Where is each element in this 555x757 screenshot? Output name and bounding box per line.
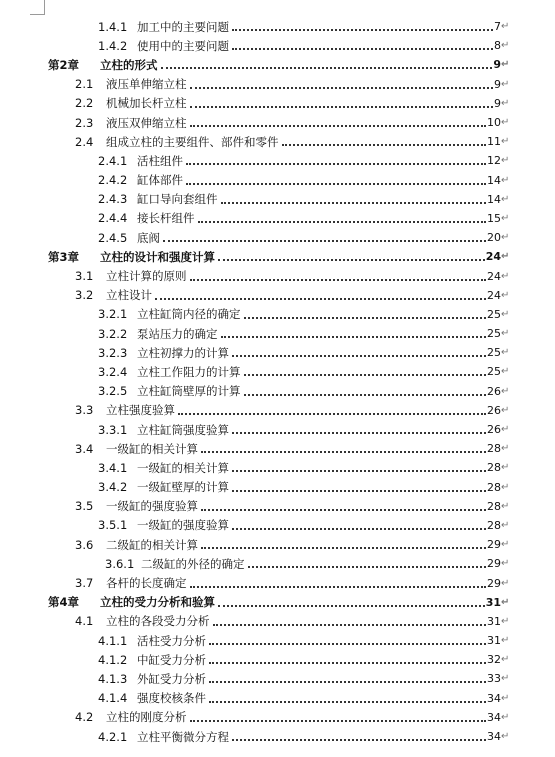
- toc-entry-label: [0, 441, 200, 457]
- toc-entry-title: 机械加长杆立柱: [106, 96, 187, 111]
- toc-entry-page-number: 31: [487, 614, 501, 628]
- dot-leader: [232, 431, 486, 434]
- toc-entry[interactable]: [0, 382, 511, 401]
- dot-leader: [232, 527, 486, 530]
- dot-leader: [244, 373, 487, 376]
- paragraph-mark-icon: ↵: [501, 462, 510, 474]
- toc-entry-page-number: 31: [487, 634, 501, 648]
- toc-entry-page-number: 14: [487, 173, 501, 187]
- toc-entry-number: 3.4: [75, 441, 94, 456]
- dot-leader: [155, 297, 486, 300]
- toc-entry-page-number: 28: [487, 518, 501, 532]
- toc-entry[interactable]: [0, 132, 511, 151]
- toc-chapter-entry[interactable]: [0, 247, 511, 266]
- toc-entry-page-number: 28: [487, 461, 501, 475]
- toc-entry-page-number: 29: [487, 538, 501, 552]
- toc-entry-title: 一级缸的强度验算: [137, 518, 229, 533]
- toc-entry-page-number: 25: [487, 327, 501, 341]
- toc-entry-title: 立柱设计: [106, 288, 152, 303]
- toc-entry[interactable]: [0, 305, 511, 324]
- toc-entry-page-number: 29: [487, 576, 501, 590]
- toc-entry-title: 缸口导向套组件: [137, 192, 218, 207]
- paragraph-mark-icon: ↵: [501, 692, 510, 704]
- toc-entry-label: [0, 326, 220, 342]
- toc-entry-page-number: 8: [494, 39, 501, 53]
- toc-entry-number: 2.3: [75, 115, 94, 130]
- toc-entry-page-number: 25: [487, 365, 501, 379]
- toc-entry-title: 立柱初撑力的计算: [137, 345, 229, 360]
- toc-entry[interactable]: [0, 612, 511, 631]
- toc-entry-page-number: 14: [487, 192, 501, 206]
- toc-entry-title: 立柱计算的原则: [106, 269, 187, 284]
- toc-entry-title: 立柱的各段受力分析: [106, 614, 210, 629]
- toc-entry-title: 底阀: [137, 230, 160, 245]
- toc-entry-number: 1.4.1: [98, 19, 128, 34]
- toc-entry-number: 3.1: [75, 269, 94, 284]
- toc-entry[interactable]: [0, 401, 511, 420]
- toc-entry-title: 强度校核条件: [137, 691, 206, 706]
- toc-entry-title: 立柱缸筒强度验算: [137, 422, 229, 437]
- paragraph-mark-icon: ↵: [501, 347, 510, 359]
- dot-leader: [161, 66, 493, 69]
- margin-corner-mark: [30, 0, 45, 15]
- toc-entry-label: [0, 556, 247, 572]
- toc-entry-page-number: 28: [487, 480, 501, 494]
- toc-entry-page-number: 11: [487, 135, 501, 149]
- dot-leader: [201, 546, 486, 549]
- toc-entry-number: 2.4.4: [98, 211, 128, 226]
- paragraph-mark-icon: ↵: [501, 615, 510, 627]
- paragraph-mark-icon: ↵: [501, 251, 510, 263]
- toc-entry[interactable]: [0, 190, 511, 209]
- toc-entry-title: 立柱的刚度分析: [106, 710, 187, 725]
- toc-entry[interactable]: [0, 497, 511, 516]
- toc-entry-number: 4.1.1: [98, 633, 128, 648]
- toc-entry-number: 3.4.2: [98, 480, 128, 495]
- toc-entry-page-number: 28: [487, 442, 501, 456]
- dot-leader: [244, 316, 487, 319]
- toc-entry-page-number: 9: [493, 58, 501, 72]
- toc-entry-number: 2.4.2: [98, 173, 128, 188]
- toc-entry-label: [0, 134, 281, 150]
- paragraph-mark-icon: ↵: [501, 731, 510, 743]
- dot-leader: [244, 393, 487, 396]
- toc-entry-title: 二级缸的相关计算: [106, 537, 198, 552]
- toc-entry-number: 2.4: [75, 134, 94, 149]
- toc-entry-title: 泵站压力的确定: [137, 326, 218, 341]
- toc-entry-label: [0, 613, 212, 629]
- toc-entry-label: [0, 57, 160, 73]
- toc-entry-title: 外缸受力分析: [137, 671, 206, 686]
- toc-entry-label: [0, 38, 231, 54]
- toc-entry-number: 2.4.3: [98, 192, 128, 207]
- dot-leader: [178, 412, 486, 415]
- paragraph-mark-icon: ↵: [501, 654, 510, 666]
- toc-entry-number: 3.2.1: [98, 307, 128, 322]
- toc-entry-title: 立柱的设计和强度计算: [100, 249, 215, 264]
- toc-entry-number: 3.2: [75, 288, 94, 303]
- toc-entry-number: 3.3.1: [98, 422, 128, 437]
- toc-entry-number: 3.5: [75, 499, 94, 514]
- toc-entry-label: [0, 191, 220, 207]
- paragraph-mark-icon: ↵: [501, 97, 510, 109]
- toc-entry-number: 第4章: [48, 595, 80, 610]
- dot-leader: [232, 738, 486, 741]
- toc-entry-label: [0, 690, 208, 706]
- toc-entry-title: 立柱的形式: [100, 57, 158, 72]
- toc-entry-page-number: 9: [494, 96, 501, 110]
- toc-entry-label: [0, 153, 185, 169]
- toc-entry-page-number: 7: [494, 20, 501, 34]
- toc-entry-page-number: 25: [487, 346, 501, 360]
- toc-entry-title: 液压双伸缩立柱: [106, 115, 187, 130]
- toc-entry[interactable]: [0, 228, 511, 247]
- toc-entry-page-number: 24: [485, 250, 501, 264]
- toc-entry-number: 2.4.5: [98, 230, 128, 245]
- dot-leader: [218, 604, 485, 607]
- toc-entry-page-number: 25: [487, 307, 501, 321]
- dot-leader: [186, 162, 486, 165]
- toc-entry-number: 2.1: [75, 77, 94, 92]
- toc-entry-number: 2.2: [75, 96, 94, 111]
- toc-entry-title: 一级缸壁厚的计算: [137, 480, 229, 495]
- toc-entry[interactable]: [0, 36, 511, 55]
- toc-entry[interactable]: [0, 573, 511, 592]
- dot-leader: [232, 354, 486, 357]
- toc-entry[interactable]: [0, 94, 511, 113]
- toc-entry[interactable]: [0, 727, 511, 746]
- dot-leader: [232, 489, 486, 492]
- toc-entry-label: [0, 76, 189, 92]
- dot-leader: [232, 469, 486, 472]
- toc-entry-number: 4.2.1: [98, 729, 128, 744]
- paragraph-mark-icon: ↵: [501, 21, 510, 33]
- paragraph-mark-icon: ↵: [501, 289, 510, 301]
- toc-entry-label: [0, 210, 197, 226]
- toc-entry-number: 4.1.2: [98, 652, 128, 667]
- toc-entry-number: 4.1.3: [98, 671, 128, 686]
- toc-entry-title: 缸体部件: [137, 173, 183, 188]
- toc-entry[interactable]: [0, 516, 511, 535]
- toc-entry-label: [0, 364, 243, 380]
- toc-entry-label: [0, 306, 243, 322]
- dot-leader: [163, 239, 486, 242]
- toc-entry-label: [0, 709, 189, 725]
- toc-entry[interactable]: [0, 17, 511, 36]
- toc-entry-number: 3.6.1: [105, 556, 135, 571]
- toc-entry[interactable]: [0, 324, 511, 343]
- paragraph-mark-icon: ↵: [501, 232, 510, 244]
- paragraph-mark-icon: ↵: [501, 711, 510, 723]
- toc-entry[interactable]: [0, 458, 511, 477]
- dot-leader: [209, 661, 486, 664]
- paragraph-mark-icon: ↵: [501, 136, 510, 148]
- toc-entry-title: 立柱缸筒内径的确定: [137, 307, 241, 322]
- toc-entry-number: 4.1: [75, 614, 94, 629]
- paragraph-mark-icon: ↵: [501, 174, 510, 186]
- toc-entry-label: [0, 249, 217, 265]
- toc-entry[interactable]: [0, 631, 511, 650]
- toc-entry[interactable]: [0, 535, 511, 554]
- toc-entry-title: 加工中的主要问题: [137, 19, 229, 34]
- paragraph-mark-icon: ↵: [501, 443, 510, 455]
- toc-entry-label: [0, 671, 208, 687]
- toc-entry-page-number: 24: [487, 288, 501, 302]
- toc-entry-label: [0, 172, 185, 188]
- toc-entry-label: [0, 633, 208, 649]
- paragraph-mark-icon: ↵: [501, 385, 510, 397]
- paragraph-mark-icon: ↵: [501, 366, 510, 378]
- toc-entry-number: 3.2.5: [98, 384, 128, 399]
- table-of-contents: [0, 17, 555, 746]
- toc-entry-title: 一级缸的相关计算: [137, 460, 229, 475]
- paragraph-mark-icon: ↵: [501, 424, 510, 436]
- toc-entry-page-number: 12: [487, 154, 501, 168]
- paragraph-mark-icon: ↵: [501, 155, 510, 167]
- toc-entry-page-number: 34: [487, 710, 501, 724]
- toc-entry[interactable]: [0, 343, 511, 362]
- toc-entry-page-number: 24: [487, 269, 501, 283]
- toc-entry-page-number: 10: [487, 116, 501, 130]
- paragraph-mark-icon: ↵: [501, 308, 510, 320]
- toc-entry-label: [0, 729, 231, 745]
- toc-entry-label: [0, 19, 231, 35]
- toc-entry-label: [0, 594, 217, 610]
- toc-entry-page-number: 26: [487, 384, 501, 398]
- toc-entry[interactable]: [0, 554, 511, 573]
- toc-entry-page-number: 34: [487, 691, 501, 705]
- dot-leader: [198, 220, 487, 223]
- toc-entry-label: [0, 383, 243, 399]
- toc-entry-label: [0, 287, 154, 303]
- toc-entry-title: 二级缸的外径的确定: [141, 556, 245, 571]
- paragraph-mark-icon: ↵: [501, 519, 510, 531]
- toc-entry-number: 3.7: [75, 576, 94, 591]
- toc-entry-title: 立柱强度验算: [106, 403, 175, 418]
- dot-leader: [190, 278, 487, 281]
- toc-entry-title: 组成立柱的主要组件、部件和零件: [106, 134, 279, 149]
- toc-entry-title: 接长杆组件: [137, 211, 195, 226]
- toc-entry-title: 液压单伸缩立柱: [106, 77, 187, 92]
- toc-entry-title: 立柱缸筒壁厚的计算: [137, 384, 241, 399]
- toc-entry-label: [0, 402, 177, 418]
- dot-leader: [221, 201, 487, 204]
- toc-entry-page-number: 20: [487, 231, 501, 245]
- toc-entry-label: [0, 517, 231, 533]
- toc-entry-title: 各杆的长度确定: [106, 576, 187, 591]
- toc-entry-label: [0, 422, 231, 438]
- toc-entry-page-number: 34: [487, 730, 501, 744]
- paragraph-mark-icon: ↵: [501, 59, 510, 71]
- toc-entry-number: 第2章: [48, 57, 80, 72]
- toc-chapter-entry[interactable]: [0, 55, 511, 74]
- toc-entry[interactable]: [0, 689, 511, 708]
- paragraph-mark-icon: ↵: [501, 270, 510, 282]
- toc-entry-number: 3.2.3: [98, 345, 128, 360]
- toc-entry[interactable]: [0, 286, 511, 305]
- toc-entry[interactable]: [0, 478, 511, 497]
- dot-leader: [186, 182, 486, 185]
- toc-entry-number: 2.4.1: [98, 153, 128, 168]
- toc-entry-number: 第3章: [48, 249, 80, 264]
- toc-entry-title: 活柱受力分析: [137, 633, 206, 648]
- toc-entry-title: 一级缸的相关计算: [106, 441, 198, 456]
- toc-entry-title: 立柱的受力分析和验算: [100, 595, 215, 610]
- toc-entry[interactable]: [0, 650, 511, 669]
- toc-chapter-entry[interactable]: [0, 593, 511, 612]
- paragraph-mark-icon: ↵: [501, 40, 510, 52]
- paragraph-mark-icon: ↵: [501, 539, 510, 551]
- toc-entry-number: 1.4.2: [98, 38, 128, 53]
- paragraph-mark-icon: ↵: [501, 78, 510, 90]
- paragraph-mark-icon: ↵: [501, 596, 510, 608]
- toc-entry-page-number: 26: [487, 403, 501, 417]
- toc-entry-label: [0, 479, 231, 495]
- toc-entry-label: [0, 230, 162, 246]
- dot-leader: [190, 585, 487, 588]
- paragraph-mark-icon: ↵: [501, 577, 510, 589]
- toc-entry-label: [0, 268, 189, 284]
- dot-leader: [232, 47, 493, 50]
- toc-entry-title: 一级缸的强度验算: [106, 499, 198, 514]
- toc-entry-number: 3.2.2: [98, 326, 128, 341]
- toc-entry-page-number: 9: [494, 77, 501, 91]
- paragraph-mark-icon: ↵: [501, 212, 510, 224]
- toc-entry-label: [0, 460, 231, 476]
- dot-leader: [190, 124, 487, 127]
- toc-entry-title: 使用中的主要问题: [137, 38, 229, 53]
- toc-entry[interactable]: [0, 708, 511, 727]
- toc-entry[interactable]: [0, 362, 511, 381]
- toc-entry[interactable]: [0, 171, 511, 190]
- toc-entry-label: [0, 575, 189, 591]
- toc-entry-page-number: 31: [485, 595, 501, 609]
- toc-entry-label: [0, 498, 200, 514]
- toc-entry-label: [0, 537, 200, 553]
- toc-entry-title: 中缸受力分析: [137, 652, 206, 667]
- toc-entry-title: 活柱组件: [137, 153, 183, 168]
- dot-leader: [218, 258, 485, 261]
- dot-leader: [190, 105, 494, 108]
- dot-leader: [209, 680, 486, 683]
- toc-entry-title: 立柱工作阻力的计算: [137, 364, 241, 379]
- toc-entry-number: 3.5.1: [98, 518, 128, 533]
- paragraph-mark-icon: ↵: [501, 635, 510, 647]
- dot-leader: [209, 642, 486, 645]
- dot-leader: [282, 143, 487, 146]
- toc-entry[interactable]: [0, 151, 511, 170]
- toc-entry-number: 3.4.1: [98, 460, 128, 475]
- dot-leader: [248, 565, 487, 568]
- toc-entry-label: [0, 115, 189, 131]
- paragraph-mark-icon: ↵: [501, 328, 510, 340]
- dot-leader: [201, 450, 486, 453]
- toc-entry-label: [0, 95, 189, 111]
- paragraph-mark-icon: ↵: [501, 117, 510, 129]
- paragraph-mark-icon: ↵: [501, 500, 510, 512]
- toc-entry-number: 3.2.4: [98, 364, 128, 379]
- toc-entry-number: 3.3: [75, 403, 94, 418]
- toc-entry-title: 立柱平衡微分方程: [137, 729, 229, 744]
- dot-leader: [209, 700, 486, 703]
- toc-entry[interactable]: [0, 439, 511, 458]
- toc-entry-page-number: 29: [487, 557, 501, 571]
- toc-entry-page-number: 28: [487, 499, 501, 513]
- toc-entry-label: [0, 345, 231, 361]
- dot-leader: [213, 623, 487, 626]
- toc-entry-label: [0, 652, 208, 668]
- paragraph-mark-icon: ↵: [501, 558, 510, 570]
- toc-entry-page-number: 15: [487, 211, 501, 225]
- toc-entry[interactable]: [0, 669, 511, 688]
- toc-entry[interactable]: [0, 209, 511, 228]
- dot-leader: [190, 719, 487, 722]
- paragraph-mark-icon: ↵: [501, 673, 510, 685]
- paragraph-mark-icon: ↵: [501, 404, 510, 416]
- toc-entry-page-number: 33: [487, 672, 501, 686]
- dot-leader: [221, 335, 487, 338]
- toc-entry-page-number: 26: [487, 423, 501, 437]
- toc-entry-number: 4.1.4: [98, 691, 128, 706]
- toc-entry[interactable]: [0, 75, 511, 94]
- toc-entry-number: 3.6: [75, 537, 94, 552]
- dot-leader: [190, 86, 494, 89]
- toc-entry[interactable]: [0, 266, 511, 285]
- toc-entry-number: 4.2: [75, 710, 94, 725]
- paragraph-mark-icon: ↵: [501, 481, 510, 493]
- dot-leader: [232, 28, 493, 31]
- toc-entry[interactable]: [0, 420, 511, 439]
- dot-leader: [201, 508, 486, 511]
- toc-entry-page-number: 32: [487, 653, 501, 667]
- paragraph-mark-icon: ↵: [501, 193, 510, 205]
- toc-entry[interactable]: [0, 113, 511, 132]
